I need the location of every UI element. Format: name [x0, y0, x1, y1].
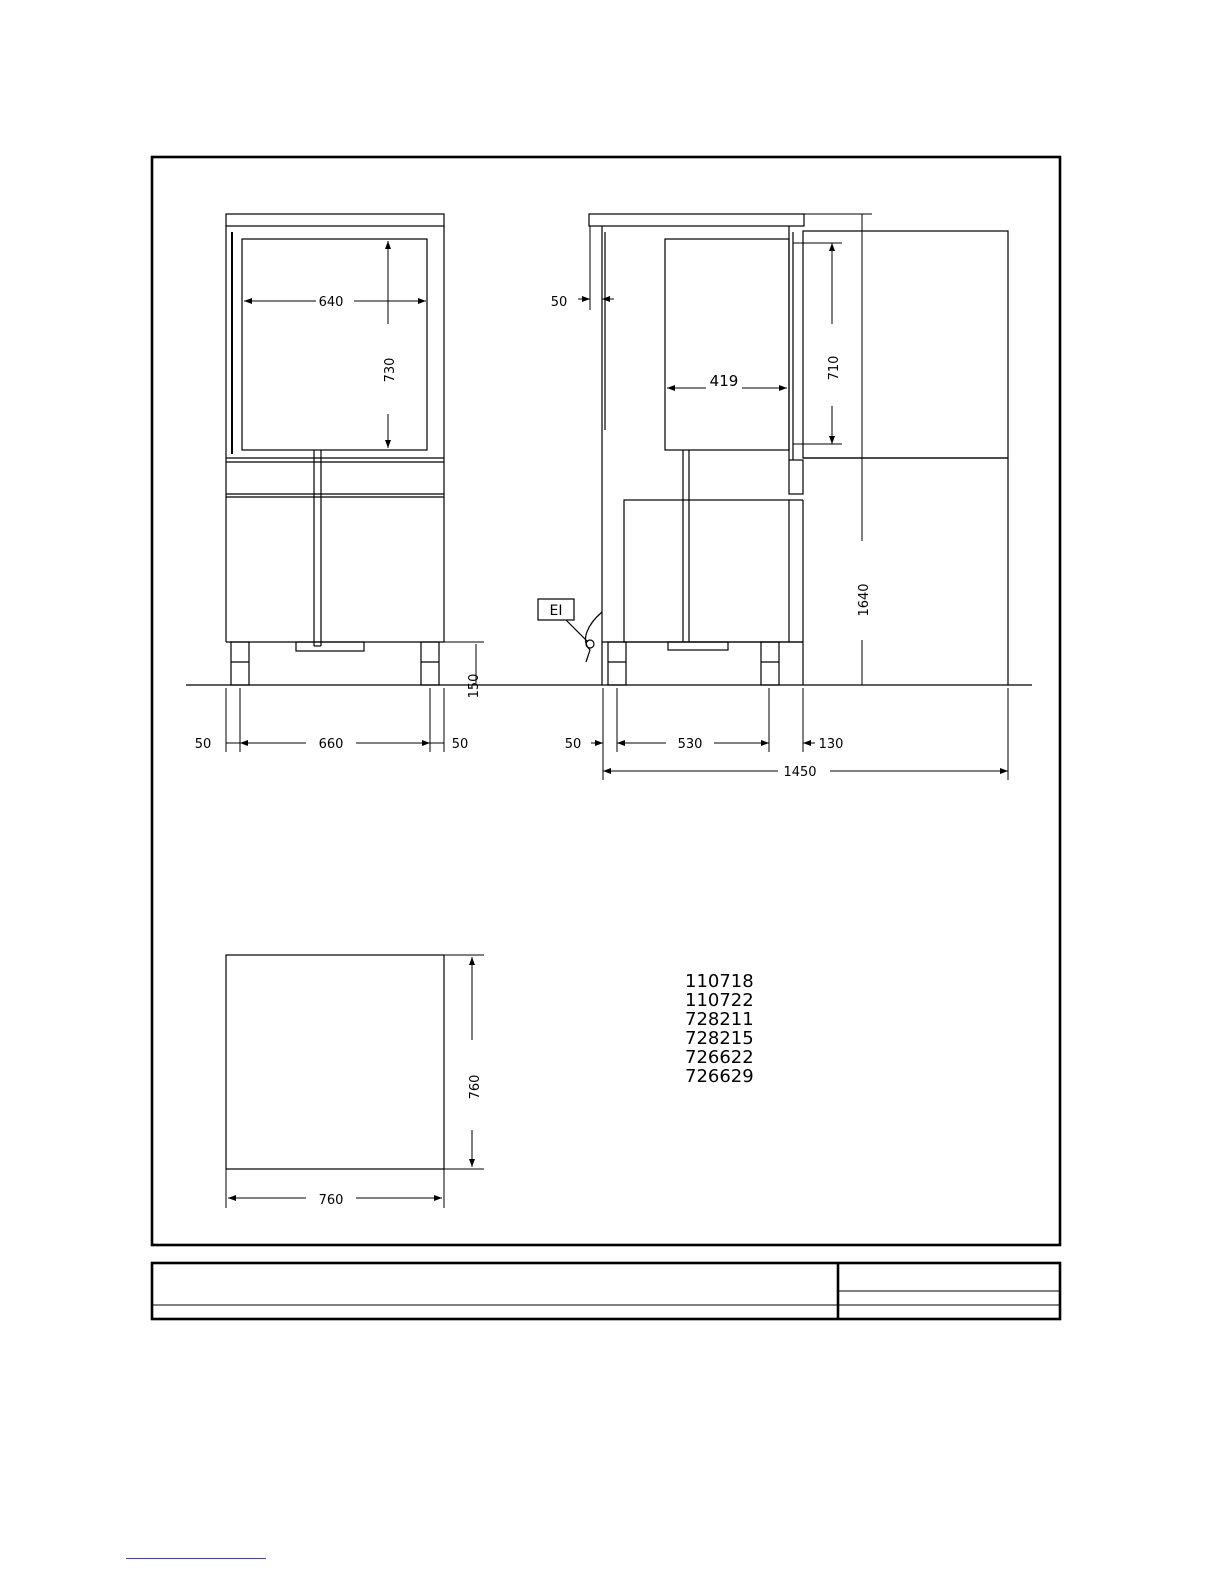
- model-codes-list: [685, 971, 754, 1087]
- dim-side-total-depth: 1450: [783, 765, 817, 780]
- plan-view: [226, 955, 484, 1208]
- model-code: 110718: [685, 971, 754, 992]
- model-code: 728211: [685, 1009, 754, 1030]
- electrical-inlet-label: EI: [549, 603, 563, 619]
- page-footer-rule: [126, 1558, 266, 1559]
- dim-side-rear-offset: 130: [818, 737, 844, 752]
- dim-side-left-offset: 50: [564, 737, 582, 752]
- model-code: 728215: [685, 1028, 754, 1049]
- drawing-frame: [152, 157, 1060, 1245]
- dim-front-height: 730: [383, 357, 398, 383]
- dim-front-width: 640: [318, 295, 344, 310]
- dim-side-top-offset: 50: [550, 295, 568, 310]
- model-code: 110722: [685, 990, 754, 1011]
- dim-front-base-width: 660: [318, 737, 344, 752]
- title-block: [152, 1263, 1060, 1319]
- model-code: 726629: [685, 1066, 754, 1087]
- dim-side-depth: 419: [709, 372, 739, 390]
- model-code: 726622: [685, 1047, 754, 1068]
- side-view: [538, 214, 1008, 780]
- dim-front-leg-height: 150: [467, 673, 482, 699]
- dim-front-left-offset: 50: [194, 737, 212, 752]
- front-view: [195, 214, 484, 752]
- dim-side-total-height: 1640: [857, 583, 872, 617]
- dim-side-base-depth: 530: [677, 737, 703, 752]
- dim-front-right-offset: 50: [451, 737, 469, 752]
- dim-side-height: 710: [827, 355, 842, 381]
- dim-plan-depth: 760: [468, 1074, 483, 1100]
- dim-plan-width: 760: [318, 1193, 344, 1208]
